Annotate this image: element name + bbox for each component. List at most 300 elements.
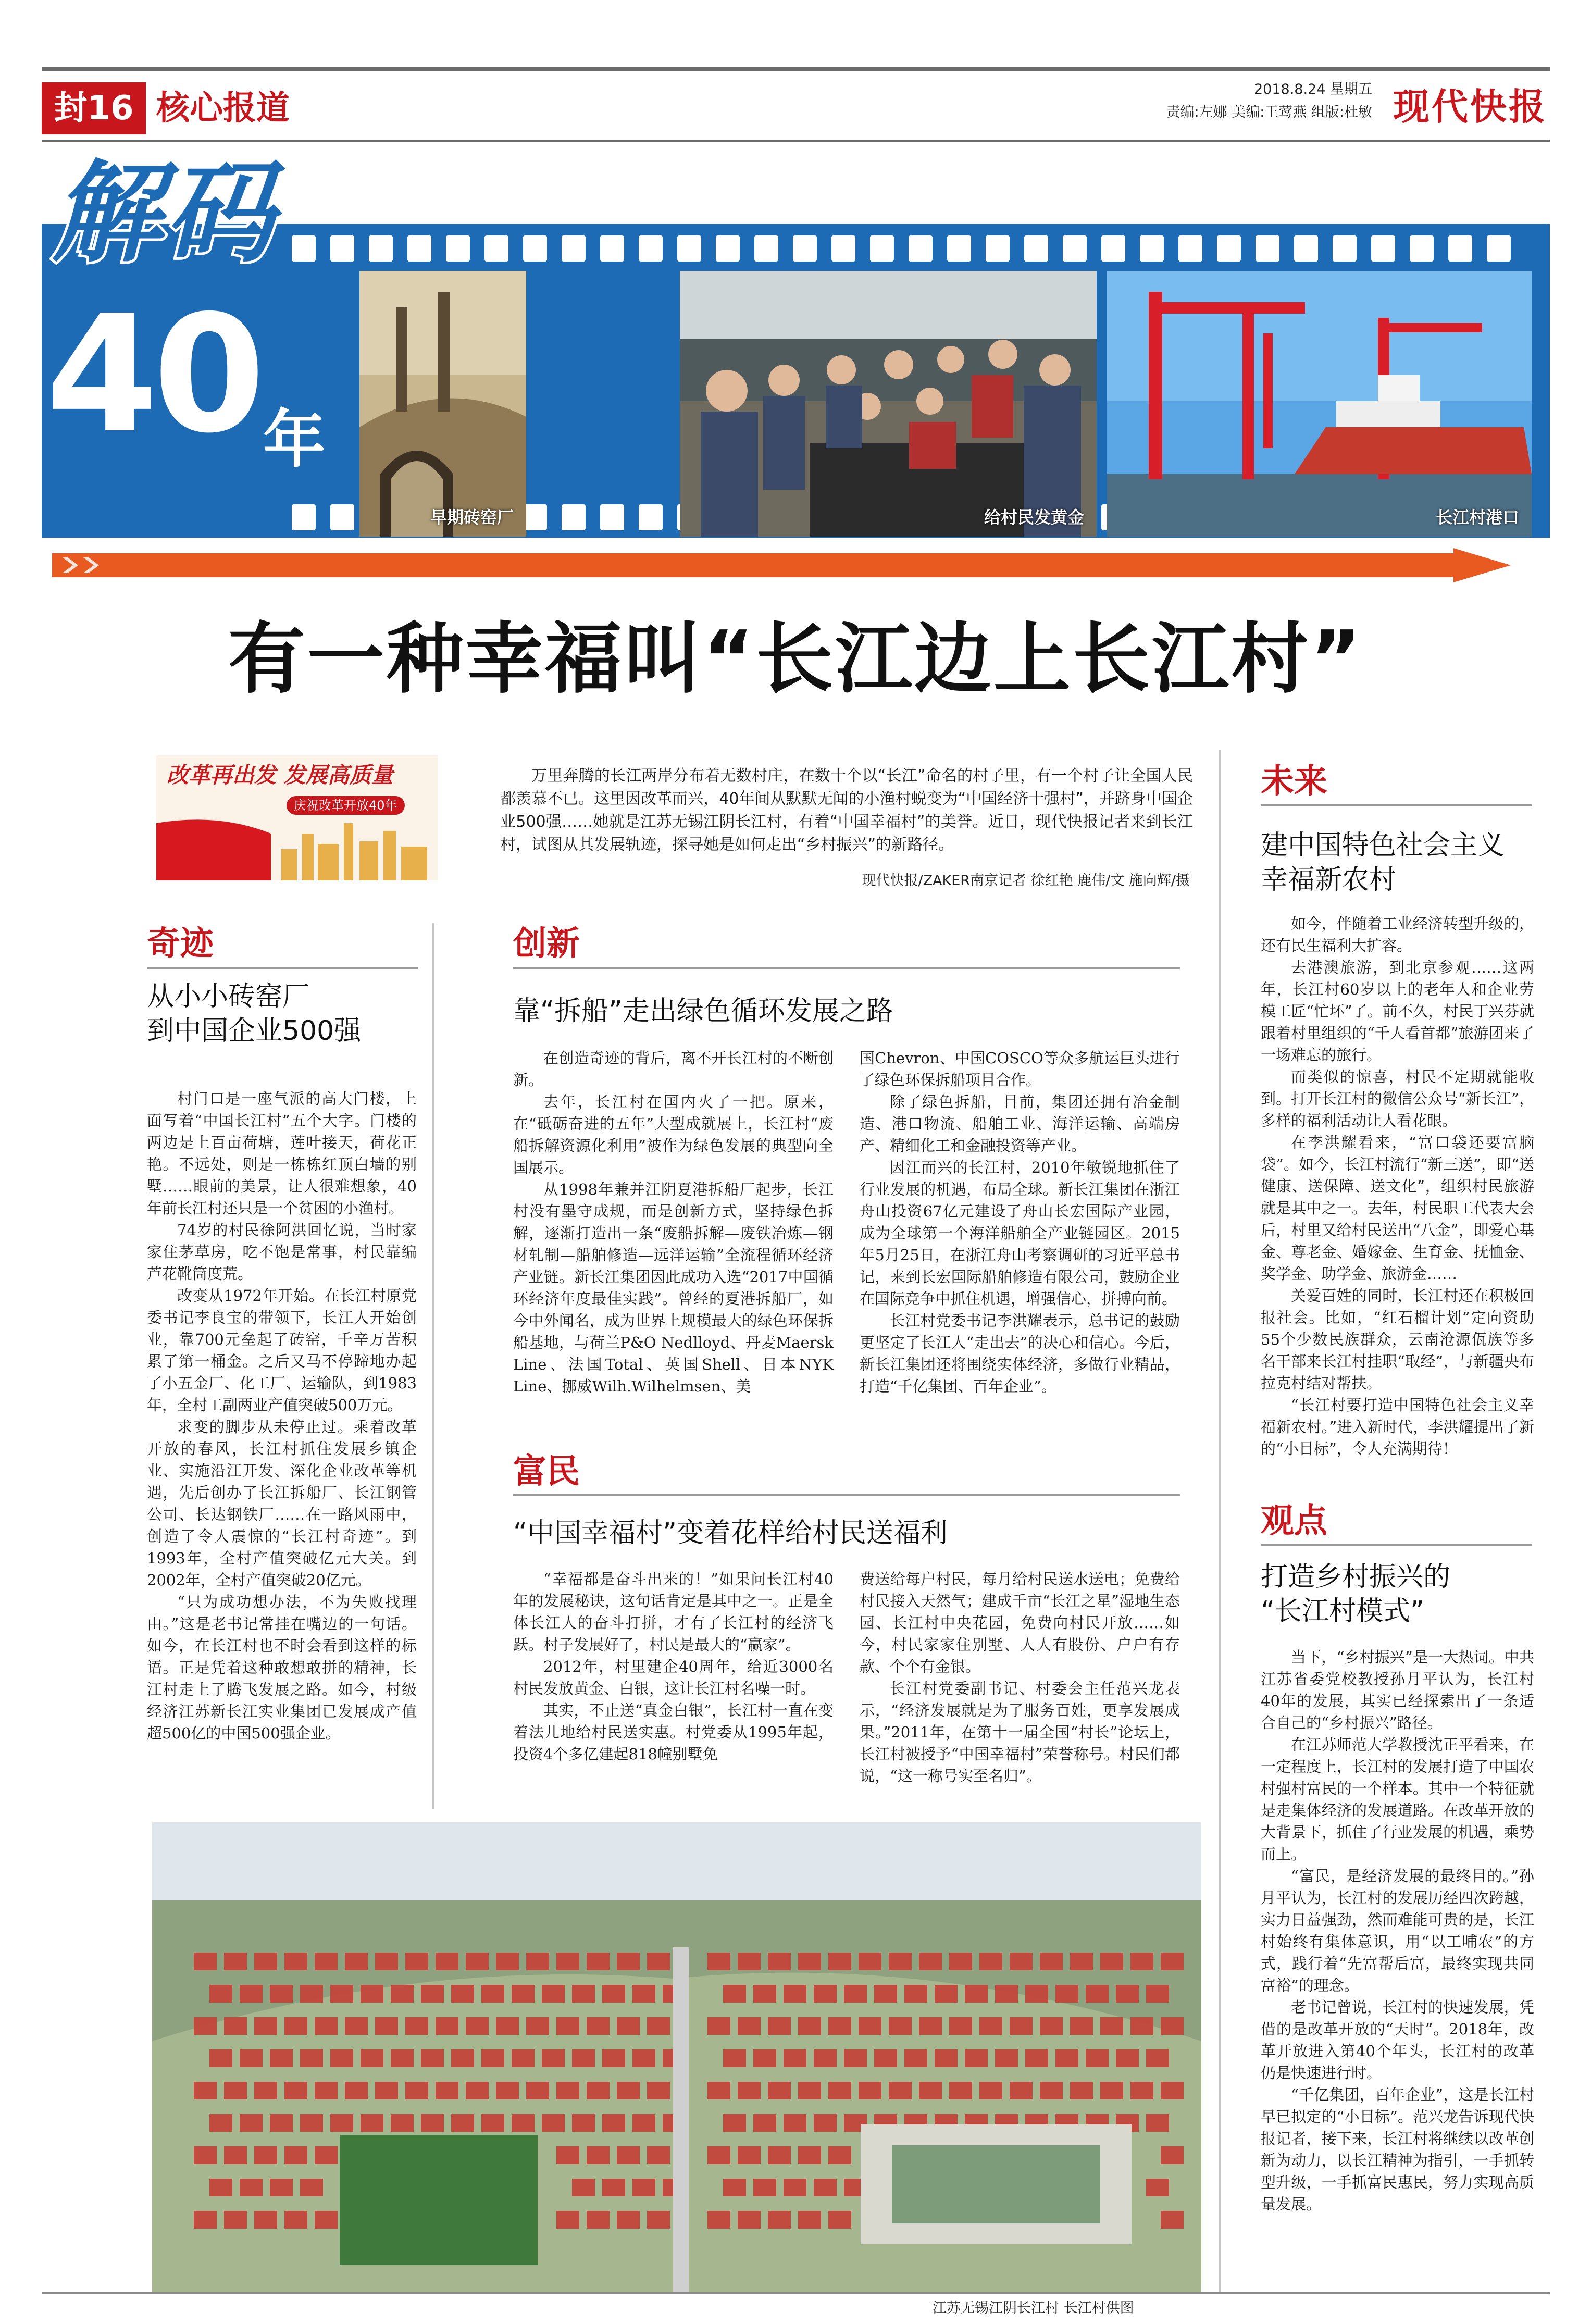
- villa-roof: [1161, 2017, 1184, 2035]
- villa-roof: [919, 1953, 942, 1970]
- villa-roof: [647, 2211, 670, 2229]
- villa-roof: [224, 2082, 247, 2099]
- article-miracle: [147, 1088, 417, 1744]
- sprocket-hole: [407, 235, 431, 262]
- villa-roof: [270, 1985, 293, 2003]
- villa-roof: [995, 1985, 1018, 2003]
- villa-roof: [526, 1953, 549, 1970]
- villa-roof: [315, 1953, 338, 1970]
- villa-roof: [738, 2017, 761, 2035]
- paragraph: 求变的脚步从未停止过。乘着改革开放的春风，长江村抓住发展乡镇企业、实施沿江开发、深化企业改革等机遇，先后创办了长江拆船厂、长江钢管公司、长达钢铁厂……在一路风雨中，创造了令人震惊的“长江村奇迹”。到1993年，全村产值突破亿元大关。到2002年，全村产值突破20亿元。: [147, 1418, 417, 1589]
- villa-roof: [587, 1953, 610, 1970]
- villa-roof: [466, 2017, 489, 2035]
- section-name: 核心报道: [156, 89, 290, 128]
- villa-roof: [315, 2082, 338, 2099]
- villa-roof: [768, 2146, 791, 2164]
- paragraph: “千亿集团，百年企业”，这是长江村早已拟定的“小目标”。范兴龙告诉现代快报记者，接下来，长江村将继续以改革创新为动力，以长江精神为指引，一手抓转型升级，一手抓富民惠民，努力实现高质量发展。: [1261, 2086, 1534, 2213]
- villa-roof: [707, 2017, 730, 2035]
- villa-roof: [602, 2114, 625, 2132]
- paragraph: 而类似的惊喜，村民不定期就能收到。打开长江村的微信公众号“新长江”，多样的福利活动让人看花眼。: [1261, 1068, 1534, 1129]
- villa-roof: [481, 1985, 504, 2003]
- kicker-rule: [513, 1494, 1180, 1496]
- villa-roof: [254, 2017, 277, 2035]
- villa-roof: [1055, 1985, 1078, 2003]
- villa-roof: [481, 2049, 504, 2067]
- villa-roof: [784, 2114, 806, 2132]
- villa-roof: [632, 2179, 655, 2196]
- villa-roof: [1146, 2049, 1169, 2067]
- bottom-rule: [42, 2292, 1550, 2294]
- villa-roof: [284, 2017, 307, 2035]
- villa-roof: [284, 1953, 307, 1970]
- villa-roof: [512, 2049, 535, 2067]
- villa-roof: [798, 2082, 821, 2099]
- villa-roof: [361, 2114, 383, 2132]
- villa-roof: [224, 1953, 247, 1970]
- arrow-band: [52, 548, 1511, 582]
- villa-roof: [512, 2114, 535, 2132]
- villa-roof: [526, 2017, 549, 2035]
- sprocket-hole: [562, 235, 586, 262]
- kicker-rule: [1261, 804, 1532, 806]
- villa-roof: [784, 2049, 806, 2067]
- photo-caption: 早期砖窑厂: [430, 507, 514, 527]
- villa-roof: [587, 2017, 610, 2035]
- villa-roof: [587, 2082, 610, 2099]
- sprocket-hole: [870, 235, 894, 262]
- villa-roof: [224, 2017, 247, 2035]
- villa-roof: [874, 2049, 897, 2067]
- kicker-rule: [513, 967, 1180, 969]
- villa-roof: [300, 1985, 323, 2003]
- villa-roof: [919, 2017, 942, 2035]
- villa-roof: [617, 2082, 640, 2099]
- sprocket-hole: [1217, 235, 1241, 262]
- villa-roof: [405, 2082, 428, 2099]
- subhead-line: 幸福新农村: [1261, 864, 1397, 896]
- article-wealth-col1: [513, 1568, 834, 1765]
- villa-roof: [647, 2082, 670, 2099]
- villa-roof: [240, 1985, 263, 2003]
- paragraph: “长江村要打造中国特色社会主义幸福新农村。”进入新时代，李洪耀提出了新的“小目标”，令人充满期待！: [1261, 1396, 1534, 1458]
- villa-roof: [1040, 2017, 1063, 2035]
- villa-roof: [617, 1953, 640, 1970]
- villa-roof: [391, 1985, 414, 2003]
- villa-roof: [345, 2017, 368, 2035]
- sprocket-hole: [600, 235, 624, 262]
- villa-roof: [421, 2114, 444, 2132]
- villa-roof: [1161, 2146, 1184, 2164]
- villa-roof: [1040, 2082, 1063, 2099]
- villa-roof: [451, 2049, 474, 2067]
- sprocket-hole: [1063, 235, 1087, 262]
- villa-roof: [421, 1985, 444, 2003]
- sprocket-hole: [292, 504, 316, 530]
- villa-roof: [405, 1953, 428, 1970]
- film-sprockets-top: [292, 235, 1532, 262]
- villa-roof: [617, 2211, 640, 2229]
- villa-roof: [436, 1953, 458, 1970]
- paragraph: 关爱百姓的同时，长江村还在积极回报社会。比如，“红石榴计划”定向资助55个少数民族群众，云南沧源佤族等多名干部来长江村挂职“取经”，与新疆央布拉克村结对帮扶。: [1261, 1287, 1534, 1392]
- villa-roof: [194, 1953, 217, 1970]
- subhead-wealth: “中国幸福村”变着花样给村民送福利: [513, 1518, 948, 1549]
- villa-roof: [300, 2049, 323, 2067]
- villa-roof: [254, 2211, 277, 2229]
- villa-roof: [572, 2179, 595, 2196]
- villa-roof: [1070, 2017, 1093, 2035]
- villa-roof: [1070, 2082, 1093, 2099]
- villa-roof: [632, 2049, 655, 2067]
- villa-roof: [979, 2017, 1002, 2035]
- villa-roof: [859, 1953, 881, 1970]
- paragraph: 除了绿色拆船，目前，集团还拥有冶金制造、港口物流、船舶工业、海洋运输、高端房产、精细化工和金融投资等产业。: [860, 1093, 1180, 1154]
- villa-roof: [587, 2146, 610, 2164]
- sprocket-hole: [523, 235, 547, 262]
- sprocket-hole: [1371, 235, 1395, 262]
- villa-roof: [707, 2146, 730, 2164]
- villa-roof: [542, 2049, 565, 2067]
- kicker-future: 未来: [1261, 762, 1327, 801]
- subhead-innovation: 靠“拆船”走出绿色循环发展之路: [513, 996, 893, 1027]
- villa-roof: [844, 1985, 867, 2003]
- villa-roof: [768, 1953, 791, 1970]
- villa-roof: [784, 1985, 806, 2003]
- paragraph: 去港澳旅游，到北京参观……这两年，长江村60岁以上的老年人和企业劳模工匠“忙坏”了。前不久，村民丁兴芬就跟着村里组织的“千人看首都”旅游团来了一场难忘的旅行。: [1261, 959, 1534, 1064]
- villa-roof: [844, 2049, 867, 2067]
- villa-roof: [1055, 2049, 1078, 2067]
- villa-roof: [935, 2049, 958, 2067]
- villa-roof: [315, 2146, 338, 2164]
- villa-roof: [224, 2211, 247, 2229]
- villa-roof: [572, 1985, 595, 2003]
- villa-roof: [798, 1953, 821, 1970]
- sprocket-hole: [292, 235, 316, 262]
- villa-roof: [798, 2017, 821, 2035]
- villa-roof: [859, 2082, 881, 2099]
- villa-roof: [979, 2082, 1002, 2099]
- villa-roof: [647, 1953, 670, 1970]
- paragraph: 在李洪耀看来，“富口袋还要富脑袋”。如今，长江村流行“新三送”，即“送健康、送保障、送文化”，组织村民旅游就是其中之一。去年，村民职工代表大会后，村里又给村民送出“八金”，即爱心基金、尊老金、婚嫁金、生育金、抚恤金、奖学金、助学金、旅游金……: [1261, 1134, 1534, 1283]
- villa-roof: [753, 2114, 776, 2132]
- paragraph: “富民，是经济发展的最终目的。”孙月平认为，长江村的发展历经四次跨越，实力日益强劲，然而难能可贵的是，长江村始终有集体意识，用“以工哺农”的方式，践行着“先富帮后富，最终实现共同富裕”的理念。: [1261, 1867, 1534, 1994]
- villa-roof: [602, 1985, 625, 2003]
- villa-roof: [1146, 1985, 1169, 2003]
- villa-roof: [451, 1985, 474, 2003]
- villa-roof: [1070, 1953, 1093, 1970]
- villa-roof: [889, 1953, 912, 1970]
- villa-roof: [330, 1985, 353, 2003]
- sprocket-hole: [793, 235, 817, 262]
- villa-roof: [209, 1985, 232, 2003]
- brick-kiln-photo: [359, 271, 526, 537]
- villa-roof: [768, 2211, 791, 2229]
- kicker-innovation: 创新: [513, 924, 580, 963]
- villa-roof: [284, 2211, 307, 2229]
- sprocket-hole: [1178, 235, 1202, 262]
- villa-roof: [1146, 2179, 1169, 2196]
- villa-roof: [556, 2146, 579, 2164]
- sprocket-hole: [1294, 235, 1318, 262]
- photo-caption: 给村民发黄金: [984, 507, 1084, 527]
- villa-roof: [1025, 1985, 1048, 2003]
- villa-roof: [375, 1953, 398, 1970]
- sprocket-hole: [523, 504, 547, 530]
- paragraph: 国Chevron、中国COSCO等众多航运巨头进行了绿色环保拆船项目合作。: [860, 1049, 1180, 1089]
- issue-meta: [1166, 78, 1372, 124]
- subhead-line: “长江村模式”: [1261, 1596, 1424, 1627]
- villa-roof: [828, 2017, 851, 2035]
- villa-roof: [965, 1985, 988, 2003]
- paragraph: 因江而兴的长江村，2010年敏锐地抓住了行业发展的机遇，布局全球。新长江集团在浙江舟山投资67亿元建设了舟山长宏国际产业园，成为全球第一个海洋船舶全产业链园区。2015年5月25日，在浙江舟山考察调研的习近平总书记，来到长宏国际船舶修造有限公司，鼓励企业在国际竞争中抓住机遇，增强信心，拼搏向前。: [860, 1159, 1180, 1308]
- villa-roof: [798, 2146, 821, 2164]
- banner-title: 解码: [52, 150, 278, 277]
- villa-roof: [949, 1953, 972, 1970]
- sprocket-hole: [1333, 235, 1357, 262]
- villa-roof: [814, 1985, 837, 2003]
- villa-roof: [1116, 1985, 1139, 2003]
- villa-roof: [209, 2179, 232, 2196]
- villa-roof: [949, 2017, 972, 2035]
- villa-roof: [707, 1953, 730, 1970]
- villa-roof: [632, 1985, 655, 2003]
- kicker-wealth: 富民: [513, 1452, 580, 1491]
- villa-roof: [1010, 2082, 1033, 2099]
- villa-roof: [330, 2049, 353, 2067]
- paragraph: 在创造奇迹的背后，离不开长江村的不断创新。: [513, 1049, 834, 1089]
- sprocket-hole: [1448, 235, 1472, 262]
- villa-roof: [254, 2146, 277, 2164]
- villa-roof: [542, 1985, 565, 2003]
- flag-skyline-icon: [156, 813, 438, 880]
- sprocket-hole: [562, 504, 586, 530]
- villa-roof: [270, 2114, 293, 2132]
- villa-roof: [949, 2082, 972, 2099]
- villa-roof: [315, 2017, 338, 2035]
- port-cranes-photo: [1107, 271, 1532, 537]
- paragraph: 老书记曾说，长江村的快速发展，凭借的是改革开放的“天时”。2018年，改革开放进入第40个年头，长江村的改革仍是快速进行时。: [1261, 1998, 1534, 2082]
- paragraph: 村门口是一座气派的高大门楼，上面写着“中国长江村”五个大字。门楼的两边是上百亩荷塘，莲叶接天，荷花正艳。不远处，则是一栋栋红顶白墙的别墅……眼前的美景，让人很难想象，40年前长江村还只是一个贫困的小渔村。: [147, 1090, 417, 1217]
- promo-pill: 庆祝改革开放40年: [287, 796, 405, 815]
- villa-roof: [300, 2179, 323, 2196]
- villa-roof: [300, 2114, 323, 2132]
- villa-roof: [1116, 2049, 1139, 2067]
- paragraph: 去年，长江村在国内火了一把。原来，在“砥砺奋进的五年”大型成就展上，长江村“废船拆解资源化利用”被作为绿色发展的典型向全国展示。: [513, 1093, 834, 1176]
- villa-roof: [1130, 1953, 1153, 1970]
- villa-roof: [556, 2211, 579, 2229]
- villa-roof: [496, 2082, 519, 2099]
- sprocket-hole: [1101, 235, 1125, 262]
- villa-roof: [254, 1953, 277, 1970]
- column-divider: [432, 923, 434, 1809]
- villa-roof: [1161, 2082, 1184, 2099]
- article-future: [1261, 913, 1534, 1460]
- villa-roof: [421, 2049, 444, 2067]
- village-aerial-photo: [152, 1822, 1201, 2294]
- article-innovation-col1: [513, 1047, 834, 1397]
- villa-roof: [270, 2049, 293, 2067]
- villa-roof: [391, 2114, 414, 2132]
- villa-roof: [965, 2049, 988, 2067]
- sprocket-hole: [330, 235, 354, 262]
- villa-roof: [889, 2017, 912, 2035]
- villa-roof: [723, 2179, 746, 2196]
- villa-roof: [1086, 2049, 1109, 2067]
- villa-roof: [814, 2049, 837, 2067]
- villa-roof: [345, 2082, 368, 2099]
- paragraph: 2012年，村里建企40周年，给近3000名村民发放黄金、白银，这让长江村名噪一时。: [513, 1658, 834, 1697]
- sprocket-hole: [909, 235, 933, 262]
- villa-roof: [602, 2049, 625, 2067]
- villa-roof: [556, 1953, 579, 1970]
- villa-roof: [209, 2049, 232, 2067]
- villa-roof: [284, 2146, 307, 2164]
- villa-roof: [723, 1985, 746, 2003]
- main-headline: 有一种幸福叫“长江边上长江村”: [228, 614, 1363, 704]
- sprocket-hole: [330, 504, 354, 530]
- villa-roof: [1130, 2017, 1153, 2035]
- sprocket-hole: [446, 235, 470, 262]
- villa-roof: [391, 2049, 414, 2067]
- villa-roof: [753, 2049, 776, 2067]
- anniversary-promo: [156, 755, 438, 880]
- villa-roof: [738, 2211, 761, 2229]
- subhead-line: 建中国特色社会主义: [1261, 830, 1505, 861]
- villa-roof: [361, 1985, 383, 2003]
- villa-roof: [556, 2082, 579, 2099]
- villa-roof: [254, 2082, 277, 2099]
- villa-roof: [270, 2179, 293, 2196]
- sprocket-hole: [677, 235, 701, 262]
- villa-roof: [330, 2114, 353, 2132]
- villa-roof: [723, 2114, 746, 2132]
- villa-roof: [375, 2017, 398, 2035]
- sprocket-hole: [1140, 235, 1164, 262]
- villa-roof: [315, 2211, 338, 2229]
- lead-paragraph: 万里奔腾的长江两岸分布着无数村庄，在数十个以“长江”命名的村子里，有一个村子让全国人民都羡慕不已。这里因改革而兴，40年间从默默无闻的小渔村蜕变为“中国经济十强村”，并跻身中国企业500强……她就是江苏无锡江阴长江村，有着“中国幸福村”的美誉。近日，现代快报记者来到长江村，试图从其发展轨迹，探寻她是如何走出“乡村振兴”的新路径。: [500, 767, 1193, 854]
- subhead-line: 到中国企业500强: [147, 1015, 362, 1047]
- sprocket-hole: [600, 504, 624, 530]
- villa-roof: [889, 2082, 912, 2099]
- subhead-line: 打造乡村振兴的: [1261, 1561, 1451, 1593]
- villa-roof: [1086, 1985, 1109, 2003]
- sprocket-hole: [986, 235, 1010, 262]
- villa-roof: [1040, 1953, 1063, 1970]
- paragraph: 从1998年兼并江阴夏港拆船厂起步，长江村没有墨守成规，而是创新方式，坚持绿色拆解，逐渐打造出一条“废船拆解—废铁冶炼—钢材轧制—船舶修造—远洋运输”全流程循环经济产业链。新长江集团因此成功入选“2017中国循环经济年度最佳实践”。曾经的夏港拆船厂，如今中外闻名，成为世界上规模最大的绿色环保拆船基地，与荷兰P&O Nedlloyd、丹麦Maersk Line、法国Total、英国Shell、日本NYK Line、挪威Wilh.Wilhelmsen、美: [513, 1180, 834, 1395]
- villa-roof: [345, 1953, 368, 1970]
- villa-roof: [828, 2082, 851, 2099]
- villa-roof: [526, 2082, 549, 2099]
- villa-roof: [859, 2017, 881, 2035]
- villa-roof: [707, 2082, 730, 2099]
- villa-roof: [1161, 2211, 1184, 2229]
- byline: 现代快报/ZAKER南京记者 徐红艳 鹿伟/文 施向辉/摄: [862, 873, 1190, 889]
- villa-roof: [194, 2017, 217, 2035]
- paragraph: “只为成功想办法，不为失败找理由。”这是老书记常挂在嘴边的一句话。如今，在长江村也不时会看到这样的标语。正是凭着这种敢想敢拼的精神，长江村走上了腾飞发展之路。如今，村级经济江苏新长江实业集团已发展成产值超500亿的中国500强企业。: [147, 1593, 417, 1742]
- villa-roof: [904, 2049, 927, 2067]
- villa-roof: [240, 2049, 263, 2067]
- kicker-rule: [1261, 1544, 1532, 1546]
- villa-roof: [1010, 1953, 1033, 1970]
- villa-roof: [512, 1985, 535, 2003]
- villa-roof: [738, 1953, 761, 1970]
- sprocket-hole: [947, 235, 971, 262]
- villa-roof: [556, 2017, 579, 2035]
- villa-roof: [436, 2017, 458, 2035]
- villa-roof: [209, 2114, 232, 2132]
- villa-roof: [784, 2179, 806, 2196]
- villa-roof: [542, 2114, 565, 2132]
- paragraph: 其实，不止送“真金白银”，长江村一直在变着法儿地给村民送实惠。村党委从1995年起，投资4个多亿建起818幢别墅免: [513, 1701, 834, 1763]
- villa-roof: [194, 2146, 217, 2164]
- villa-roof: [828, 2146, 851, 2164]
- villa-roof: [753, 1985, 776, 2003]
- villa-roof: [1130, 2082, 1153, 2099]
- sprocket-hole: [716, 235, 740, 262]
- villa-roof: [617, 2146, 640, 2164]
- villa-roof: [1100, 1953, 1123, 1970]
- villa-roof: [1025, 2049, 1048, 2067]
- paragraph: 长江村党委副书记、村委会主任范兴龙表示，“经济发展就是为了服务百姓，更享发展成果。”2011年，在第十一届全国“村长”论坛上，长江村被授予“中国幸福村”荣誉称号。村民们都说，“这一称号实至名归”。: [860, 1680, 1180, 1785]
- villa-roof: [587, 2211, 610, 2229]
- sprocket-hole: [639, 235, 663, 262]
- villa-roof: [979, 1953, 1002, 1970]
- kicker-miracle: 奇迹: [147, 924, 214, 963]
- date-line: 2018.8.24 星期五: [1254, 81, 1372, 97]
- villa-roof: [814, 2179, 837, 2196]
- newspaper-masthead: 现代快报: [1393, 85, 1547, 128]
- villa-roof: [798, 2211, 821, 2229]
- villa-roof: [405, 2017, 428, 2035]
- sprocket-hole: [1487, 235, 1511, 262]
- villa-roof: [1010, 2017, 1033, 2035]
- crowd-photo: [680, 271, 1097, 537]
- villa-roof: [768, 2082, 791, 2099]
- kicker-viewpoint: 观点: [1261, 1501, 1327, 1540]
- article-viewpoint: [1261, 1646, 1534, 2215]
- villa-roof: [1100, 2082, 1123, 2099]
- villa-roof: [361, 2049, 383, 2067]
- paragraph: “幸福都是奋斗出来的！”如果问长江村40年的发展秘诀，这句话肯定是其中之一。正是全体长江人的奋斗打拼，才有了长江村的经济飞跃。村子发展好了，村民是最大的“赢家”。: [513, 1570, 834, 1654]
- paragraph: 长江村党委书记李洪耀表示，总书记的鼓励更坚定了长江人“走出去”的决心和信心。今后，新长江集团还将围绕实体经济，多做行业精品，打造“千亿集团、百年企业”。: [860, 1312, 1180, 1395]
- sprocket-hole: [831, 235, 855, 262]
- villa-roof: [617, 2017, 640, 2035]
- subhead-miracle: [147, 979, 361, 1048]
- villa-roof: [995, 2049, 1018, 2067]
- sprocket-hole: [1410, 235, 1434, 262]
- sprocket-hole: [1024, 235, 1048, 262]
- villa-roof: [572, 2114, 595, 2132]
- villa-roof: [375, 2082, 398, 2099]
- villa-roof: [602, 2179, 625, 2196]
- villa-roof: [224, 2146, 247, 2164]
- villa-roof: [240, 2114, 263, 2132]
- villa-roof: [496, 2017, 519, 2035]
- aerial-photo-caption: 江苏无锡江阴长江村 长江村供图: [933, 2300, 1134, 2316]
- villa-roof: [828, 1953, 851, 1970]
- promo-slogan: 改革再出发 发展高质量: [167, 762, 393, 788]
- header-rule: [42, 140, 1550, 142]
- subhead-future: [1261, 828, 1505, 897]
- subhead-line: 从小小砖窑厂: [147, 981, 310, 1012]
- sprocket-hole: [639, 504, 663, 530]
- villa-roof: [647, 2017, 670, 2035]
- paragraph: 74岁的村民徐阿洪回忆说，当时家家住茅草房，吃不饱是常事，村民靠编芦花靴筒度荒。: [147, 1221, 417, 1283]
- villa-roof: [481, 2114, 504, 2132]
- villa-roof: [753, 2179, 776, 2196]
- subhead-viewpoint: [1261, 1560, 1450, 1629]
- sprocket-hole: [484, 235, 508, 262]
- paragraph: 如今，伴随着工业经济转型升级的，还有民生福利大扩容。: [1261, 915, 1534, 954]
